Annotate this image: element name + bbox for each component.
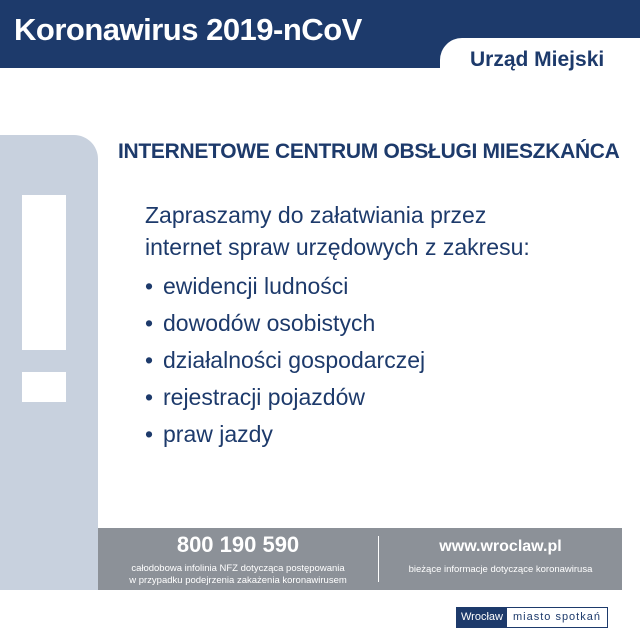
service-label: rejestracji pojazdów: [163, 384, 365, 410]
hotline-description-line-2: w przypadku podejrzenia zakażenia koronawirusem: [129, 575, 347, 586]
logo-city: Wrocław: [457, 608, 507, 627]
intro-line-2: internet spraw urzędowych z zakresu:: [145, 234, 530, 260]
logo-slogan: miasto spotkań: [507, 608, 607, 627]
office-label: Urząd Miejski: [470, 48, 605, 71]
section-title: INTERNETOWE CENTRUM OBSŁUGI MIESZKAŃCA: [118, 140, 620, 163]
bullet-icon: •: [145, 421, 154, 447]
services-list: [145, 270, 425, 455]
website-description: bieżące informacje dotyczące koronawirusa: [408, 564, 593, 575]
city-logo: [456, 607, 608, 628]
info-footer: [98, 528, 622, 590]
hotline-description-line-1: całodobowa infolinia NFZ dotycząca postępowania: [131, 563, 345, 574]
service-item: [145, 270, 425, 307]
website-link[interactable]: www.wroclaw.pl: [439, 538, 562, 555]
bullet-icon: •: [145, 384, 154, 410]
exclamation-dot-icon: [22, 372, 66, 402]
bullet-icon: •: [145, 310, 154, 336]
service-label: praw jazdy: [163, 421, 273, 447]
service-item: [145, 307, 425, 344]
intro-line-1: Zapraszamy do załatwiania przez: [145, 202, 487, 228]
hotline-number[interactable]: 800 190 590: [176, 532, 300, 557]
service-label: ewidencji ludności: [163, 273, 349, 299]
service-item: [145, 418, 425, 455]
exclamation-icon: [22, 195, 66, 350]
hotline-description: [98, 563, 378, 587]
bullet-icon: •: [145, 347, 154, 373]
bullet-icon: •: [145, 273, 154, 299]
intro-text: [145, 199, 530, 263]
service-item: [145, 344, 425, 381]
service-label: dowodów osobistych: [163, 310, 376, 336]
page-title: Koronawirus 2019-nCoV: [14, 12, 362, 47]
service-item: [145, 381, 425, 418]
service-label: działalności gospodarczej: [163, 347, 426, 373]
